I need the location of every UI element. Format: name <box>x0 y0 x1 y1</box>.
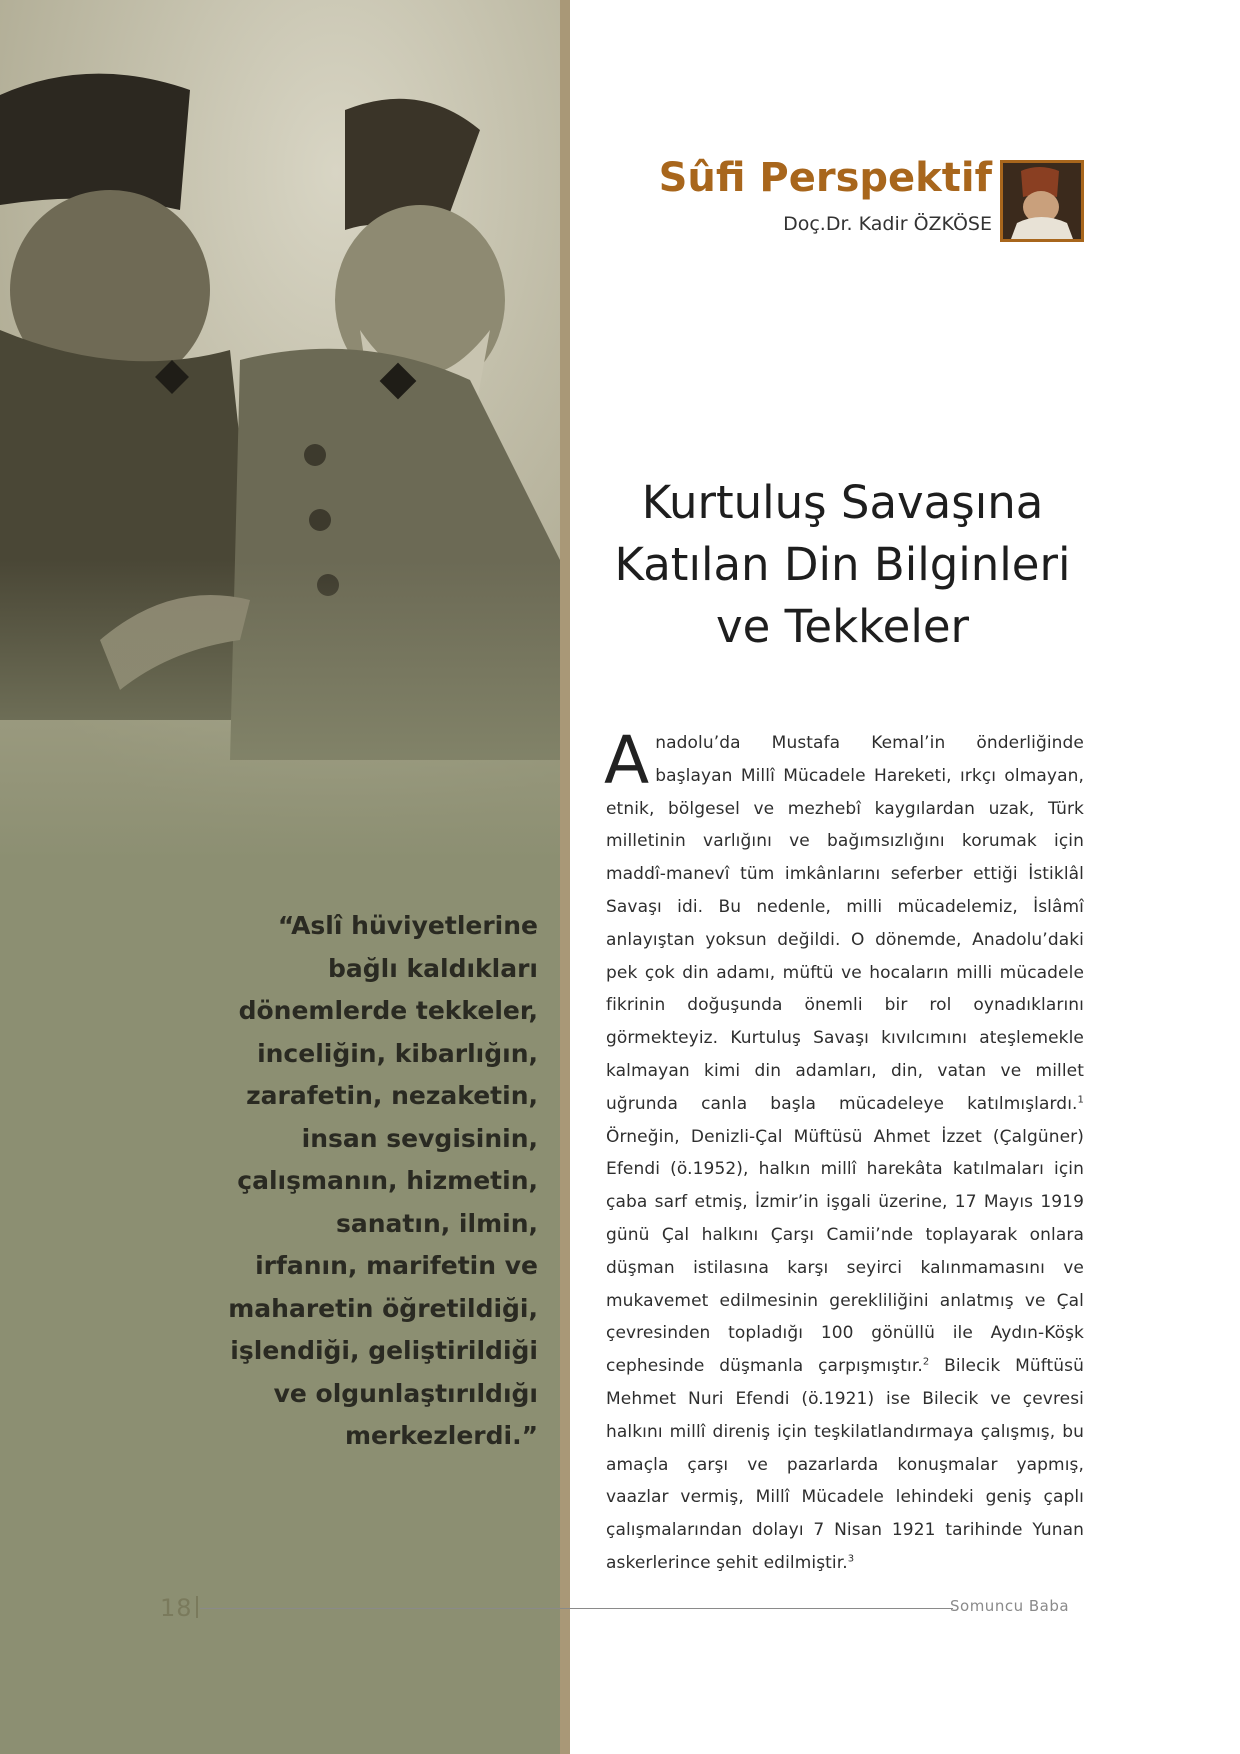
page-number-divider <box>196 1596 198 1618</box>
pull-quote-line: sanatın, ilmin, <box>336 1208 538 1238</box>
footer-rule <box>200 1608 953 1609</box>
footnote-ref-3[interactable]: 3 <box>847 1553 855 1565</box>
pull-quote-line: merkezlerdi.” <box>344 1421 538 1450</box>
footnote-ref-1[interactable]: 1 <box>1077 1094 1084 1106</box>
author-portrait <box>1000 160 1084 242</box>
pull-quote-line: insan sevgisinin, <box>301 1123 538 1153</box>
pull-quote-line: dönemlerde tekkeler, <box>238 996 538 1025</box>
pull-quote-line: çalışmanın, hizmetin, <box>237 1166 538 1195</box>
pull-quote-line: maharetin öğretildiği, <box>228 1293 538 1323</box>
magazine-name: Somuncu Baba <box>950 1597 1070 1615</box>
body-text-1: nadolu’da Mustafa Kemal’in önderliğinde başlayan Millî Mücadele Hareketi, ırkçı olmayan, etnik, bölgesel ve mezhebî kaygılardan uzak, Türk milletinin varlığını ve bağımsızlığını korumak için maddî-manevî tüm imkânlarını seferber ettiği İstiklâl Savaşı idi. Bu nedenle, milli mücadelemiz, İslâmî anlayıştan yoksun değildi. O dönemde, Anadolu’daki pek çok din adamı, müftü ve hocaların milli mücadele fikrinin doğuşunda önemli bir rol oynadıklarını görmekteyiz. Kurtuluş Savaşı kıvılcımını ateşlemekle kalmayan kimi din adamları, din, vatan ve millet uğrunda canla başla mücadeleye katılmışlardı. <box>606 733 1084 1114</box>
article-title-line: ve Tekkeler <box>715 600 970 653</box>
footnote-ref-2[interactable]: 2 <box>922 1356 930 1368</box>
pull-quote-line: ve olgunlaştırıldığı <box>273 1378 538 1408</box>
pull-quote-line: “Aslî hüviyetlerine <box>277 911 538 940</box>
article-body <box>604 722 1084 1580</box>
body-text-3: Bilecik Müftüsü Mehmet Nuri Efendi (ö.1921) ise Bilecik ve çevresi halkını millî direniş için teşkilatlandırmaya çalışmış, bu amaçla çarşı ve pazarlarda konuşmalar yapmış, vaazlar vermiş, Millî Mücadele lehindeki geniş çaplı çalışmalarından dolayı 7 Nisan 1921 tarihinde Yunan askerlerince şehit edilmiştir. <box>606 1356 1084 1573</box>
drop-cap: A <box>604 722 650 799</box>
body-text-2: Örneğin, Denizli-Çal Müftüsü Ahmet İzzet (Çalgüner) Efendi (ö.1952), halkın millî harekâta katılmaları için çaba sarf etmiş, İzmir’in işgali üzerine, 17 Mayıs 1919 günü Çal halkını Çarşı Camii’nde toplayarak onlara düşman istilasına karşı seyirci kalınmamasını ve mukavemet edilmesinin gerekliliğini anlatmış ve Çal çevresinden topladığı 100 gönüllü ile Aydın-Köşk cephesinde düşmanla çarpışmıştır. <box>606 1126 1084 1377</box>
left-panel <box>0 0 560 1754</box>
article-title <box>590 472 1095 658</box>
pull-quote-line: işlendiği, geliştirildiği <box>230 1336 538 1365</box>
author-name: Doç.Dr. Kadir ÖZKÖSE <box>783 213 992 235</box>
pull-quote-line: inceliğin, kibarlığın, <box>257 1038 538 1068</box>
article-title-line: Katılan Din Bilginleri <box>614 538 1071 591</box>
pull-quote <box>210 905 538 1458</box>
section-title: Sûfi Perspektif <box>658 155 992 201</box>
vertical-divider <box>560 0 570 1754</box>
pull-quote-line: zarafetin, nezaketin, <box>246 1081 538 1110</box>
historical-photo <box>0 0 560 860</box>
pull-quote-line: bağlı kaldıkları <box>328 953 538 983</box>
pull-quote-line: irfanın, marifetin ve <box>255 1251 538 1280</box>
article-title-line: Kurtuluş Savaşına <box>641 476 1044 529</box>
page-number: 18 <box>160 1594 193 1622</box>
